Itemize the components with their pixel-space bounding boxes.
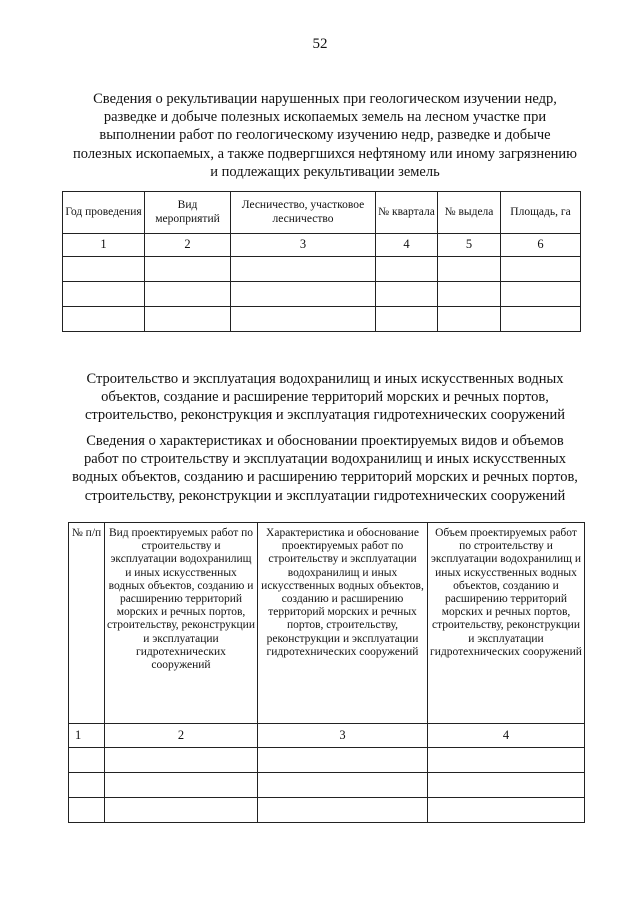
section1-title-line: полезных ископаемых, а также подвергшихся нефтяному или иному загрязнению <box>73 145 577 162</box>
header-year: Год проведения <box>63 192 145 234</box>
empty-cell <box>258 748 428 773</box>
column-number: 5 <box>438 234 501 257</box>
column-number: 3 <box>231 234 376 257</box>
empty-cell <box>145 257 231 282</box>
section1-title-line: Сведения о рекультивации нарушенных при геологическом изучении недр, <box>93 91 557 107</box>
empty-cell <box>428 773 585 798</box>
table-row <box>63 282 581 307</box>
table-row <box>63 257 581 282</box>
hydro-works-table <box>68 522 585 823</box>
empty-cell <box>105 798 258 823</box>
column-number: 2 <box>145 234 231 257</box>
column-number-row <box>69 724 585 748</box>
section1-title-line: и подлежащих рекультивации земель <box>210 163 440 180</box>
empty-cell <box>231 307 376 332</box>
section2-title-line: Строительство и эксплуатация водохранилищ и иных искусственных водных <box>86 371 564 387</box>
column-number-row <box>63 234 581 257</box>
section3-title <box>60 432 590 505</box>
empty-cell <box>63 257 145 282</box>
header-activity-type: Вид мероприятий <box>145 192 231 234</box>
section3-title-line: работ по строительству и эксплуатации водохранилищ и иных искусственных <box>83 451 567 468</box>
empty-cell <box>69 773 105 798</box>
header-work-type: Вид проектируемых работ по строительству и эксплуатации водохранилищ и иных искусственных водных объектов, созданию и расширению территорий морских и речных портов, строительству, реконструкции и эксплуатации гидротехнических сооружений <box>105 523 258 724</box>
empty-cell <box>501 307 581 332</box>
header-characteristics: Характеристика и обоснование проектируемых работ по строительству и эксплуатации водохранилищ и иных искусственных водных объектов, созданию и расширению территорий морских и речных портов, строительству, реконструкции и эксплуатации гидротехнических сооружений <box>258 523 428 724</box>
empty-cell <box>231 282 376 307</box>
empty-cell <box>63 307 145 332</box>
empty-cell <box>231 257 376 282</box>
section2-title-line: объектов, создание и расширение территорий морских и речных портов, <box>101 389 549 406</box>
empty-cell <box>501 257 581 282</box>
column-number: 6 <box>501 234 581 257</box>
section1-title-line: выполнении работ по геологическому изучению недр, разведке и добыче <box>99 127 551 144</box>
empty-cell <box>501 282 581 307</box>
table-row <box>63 307 581 332</box>
section3-title-line: строительству, реконструкции и эксплуатации гидротехнических сооружений <box>84 487 566 504</box>
empty-cell <box>105 748 258 773</box>
header-forestry: Лесничество, участковое лесничество <box>231 192 376 234</box>
empty-cell <box>63 282 145 307</box>
header-item-number: № п/п <box>69 523 105 724</box>
column-number: 4 <box>428 724 585 748</box>
column-number: 1 <box>63 234 145 257</box>
table-row <box>69 798 585 823</box>
table-header-row <box>69 523 585 724</box>
column-number: 2 <box>105 724 258 748</box>
reclamation-table <box>62 191 581 332</box>
table-header-row <box>63 192 581 234</box>
empty-cell <box>428 748 585 773</box>
header-allotment: № выдела <box>438 192 501 234</box>
empty-cell <box>438 307 501 332</box>
empty-cell <box>258 798 428 823</box>
section2-title-line: строительство, реконструкция и эксплуатация гидротехнических сооружений <box>84 407 566 424</box>
section1-title <box>60 90 590 181</box>
empty-cell <box>258 773 428 798</box>
header-volume: Объем проектируемых работ по строительству и эксплуатации водохранилищ и иных искусственных водных объектов, созданию и расширению территорий морских и речных портов, строительству, реконструкции и эксплуатации гидротехнических сооружений <box>428 523 585 724</box>
empty-cell <box>376 257 438 282</box>
empty-cell <box>438 257 501 282</box>
table-row <box>69 748 585 773</box>
empty-cell <box>428 798 585 823</box>
empty-cell <box>376 307 438 332</box>
header-quarter: № квартала <box>376 192 438 234</box>
section3-title-line: Сведения о характеристиках и обосновании проектируемых видов и объемов <box>86 433 564 449</box>
empty-cell <box>145 307 231 332</box>
section2-title <box>60 370 590 425</box>
page-number: 52 <box>312 36 328 52</box>
column-number: 3 <box>258 724 428 748</box>
empty-cell <box>69 798 105 823</box>
empty-cell <box>105 773 258 798</box>
empty-cell <box>376 282 438 307</box>
section3-title-line: водных объектов, созданию и расширению территорий морских и речных портов, <box>72 469 578 486</box>
empty-cell <box>69 748 105 773</box>
column-number: 4 <box>376 234 438 257</box>
header-area: Площадь, га <box>501 192 581 234</box>
column-number: 1 <box>69 724 105 748</box>
empty-cell <box>145 282 231 307</box>
section1-title-line: разведке и добыче полезных ископаемых земель на лесном участке при <box>103 109 547 126</box>
table-row <box>69 773 585 798</box>
empty-cell <box>438 282 501 307</box>
